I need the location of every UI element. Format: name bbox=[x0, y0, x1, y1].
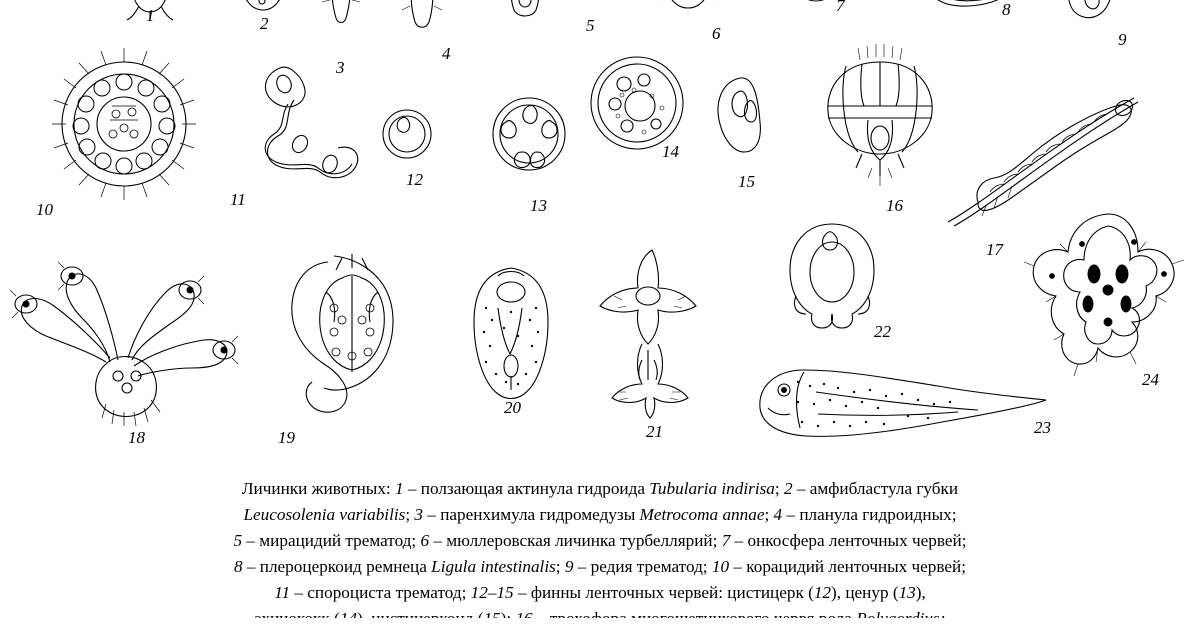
caption-text-run: 13 bbox=[898, 583, 916, 602]
figure-number-4: 4 bbox=[442, 44, 451, 63]
figure-6-illustration bbox=[648, 0, 728, 20]
figure-number-12: 12 bbox=[406, 170, 423, 189]
caption-clip-mask bbox=[0, 618, 1200, 630]
caption-text-run: Leucosolenia variabilis bbox=[243, 505, 406, 524]
figure-18-illustration bbox=[10, 248, 240, 428]
caption-text-run: 3 bbox=[414, 505, 423, 524]
caption-text-run: ; bbox=[555, 557, 565, 576]
figure-9-illustration bbox=[1050, 0, 1130, 32]
caption-line-1 bbox=[0, 476, 1200, 502]
caption-text-run: 9 bbox=[564, 557, 574, 576]
caption-text-run: 5 bbox=[233, 531, 243, 550]
caption-text-run: – паренхимула гидромедузы bbox=[423, 505, 640, 524]
caption-text-run: – планула гидроидных; bbox=[782, 505, 957, 524]
caption-text-run: – корацидий ленточных червей; bbox=[729, 557, 966, 576]
figure-number-13: 13 bbox=[530, 196, 547, 215]
figure-15-illustration bbox=[704, 72, 774, 172]
caption-text-run: – амфибластула губки bbox=[792, 479, 959, 498]
caption-text-run: 1 bbox=[395, 479, 404, 498]
figure-21-illustration bbox=[592, 240, 712, 420]
figure-16-illustration bbox=[810, 42, 950, 192]
caption-text-run: – онкосфера ленточных червей; bbox=[730, 531, 967, 550]
caption-text-run: Личинки животных: bbox=[241, 479, 395, 498]
figure-13-illustration bbox=[484, 80, 574, 190]
figure-number-8: 8 bbox=[1002, 0, 1011, 19]
figure-12-illustration bbox=[372, 100, 442, 170]
figure-4-illustration bbox=[395, 0, 449, 32]
figure-number-9: 9 bbox=[1118, 30, 1127, 49]
caption-text-run: 4 bbox=[773, 505, 783, 524]
caption-text-run: – редия трематод; bbox=[573, 557, 712, 576]
figure-23-illustration bbox=[738, 352, 1058, 452]
figure-number-19: 19 bbox=[278, 428, 295, 447]
caption-text-run: Ligula intestinalis bbox=[431, 557, 556, 576]
caption-text-run: – финны ленточных червей: цистицерк ( bbox=[513, 583, 814, 602]
figure-number-16: 16 bbox=[886, 196, 903, 215]
caption-line-5 bbox=[0, 580, 1200, 606]
caption-text-run: 7 bbox=[721, 531, 731, 550]
figure-10-illustration bbox=[24, 44, 224, 204]
caption-line-4 bbox=[0, 554, 1200, 580]
figure-number-10: 10 bbox=[36, 200, 53, 219]
caption-text-run: – ползающая актинула гидроида bbox=[403, 479, 650, 498]
figure-number-23: 23 bbox=[1034, 418, 1051, 437]
figure-number-3: 3 bbox=[336, 58, 345, 77]
figure-number-17: 17 bbox=[986, 240, 1003, 259]
figure-number-7: 7 bbox=[836, 0, 845, 15]
caption-text-run: Metrocoma annae bbox=[639, 505, 765, 524]
figure-number-15: 15 bbox=[738, 172, 755, 191]
figure-number-21: 21 bbox=[646, 422, 663, 441]
figure-number-24: 24 bbox=[1142, 370, 1159, 389]
caption-text-run: ; bbox=[774, 479, 784, 498]
caption-line-2 bbox=[0, 502, 1200, 528]
caption-text-run: 10 bbox=[711, 557, 730, 576]
figure-19-illustration bbox=[268, 248, 428, 428]
figure-number-11: 11 bbox=[230, 190, 246, 209]
figure-11-illustration bbox=[234, 52, 394, 212]
caption-text-run: ; bbox=[764, 505, 774, 524]
caption-text-run: ), ценур ( bbox=[831, 583, 899, 602]
figure-3-illustration bbox=[318, 0, 364, 28]
figure-caption bbox=[0, 476, 1200, 632]
caption-text-run: – плероцеркоид ремнеца bbox=[242, 557, 432, 576]
caption-text-run: 2 bbox=[783, 479, 793, 498]
figure-5-illustration bbox=[490, 0, 560, 20]
figure-number-5: 5 bbox=[586, 16, 595, 35]
caption-text-run: 11 bbox=[274, 583, 291, 602]
figure-8-illustration bbox=[918, 0, 1028, 20]
caption-text-run: 12–15 bbox=[470, 583, 514, 602]
caption-text-run: – мюллеровская личинка турбеллярий; bbox=[429, 531, 722, 550]
caption-text-run: Tubularia indirisa bbox=[649, 479, 775, 498]
caption-text-run: – спороциста трематод; bbox=[290, 583, 471, 602]
figure-number-6: 6 bbox=[712, 24, 721, 43]
caption-text-run: – мирацидий трематод; bbox=[242, 531, 421, 550]
caption-text-run: ; bbox=[405, 505, 415, 524]
caption-text-run: ), bbox=[915, 583, 926, 602]
figure-number-20: 20 bbox=[504, 398, 521, 417]
caption-text-run: 12 bbox=[813, 583, 832, 602]
figure-24-illustration bbox=[1022, 204, 1192, 384]
caption-text-run: 8 bbox=[234, 557, 243, 576]
figure-number-22: 22 bbox=[874, 322, 891, 341]
figure-20-illustration bbox=[456, 262, 566, 402]
figure-22-illustration bbox=[772, 216, 892, 336]
figure-number-1: 1 bbox=[146, 6, 155, 25]
caption-line-3 bbox=[0, 528, 1200, 554]
figure-number-14: 14 bbox=[662, 142, 679, 161]
caption-text-run: 6 bbox=[420, 531, 430, 550]
figure-number-18: 18 bbox=[128, 428, 145, 447]
figure-number-2: 2 bbox=[260, 14, 269, 33]
